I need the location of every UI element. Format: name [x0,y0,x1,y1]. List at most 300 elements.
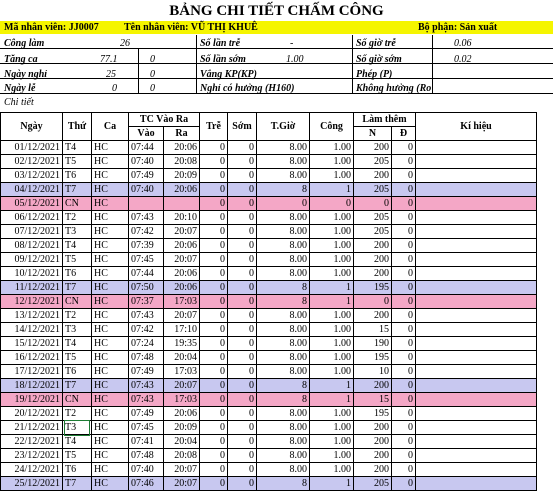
cell-thu[interactable]: T2 [63,211,92,225]
cell-n[interactable]: 205 [354,211,392,225]
col-tre[interactable]: Trễ [200,113,228,141]
cell-ngay[interactable]: 25/12/2021 [1,477,63,491]
col-ki-hieu[interactable]: Kí hiệu [416,113,537,141]
cell-ca[interactable]: HC [92,225,129,239]
cell-n[interactable]: 200 [354,435,392,449]
cell-d[interactable]: 0 [392,211,416,225]
cell-som[interactable]: 0 [228,295,257,309]
cell-ca[interactable]: HC [92,267,129,281]
cell-kh[interactable] [416,449,537,463]
col-thu[interactable]: Thứ [63,113,92,141]
cell-ca[interactable]: HC [92,351,129,365]
cell-n[interactable]: 15 [354,393,392,407]
cell-som[interactable]: 0 [228,197,257,211]
cell-cong[interactable]: 1.00 [310,253,354,267]
cell-cong[interactable]: 1.00 [310,239,354,253]
cell-thu[interactable]: T4 [63,141,92,155]
cell-som[interactable]: 0 [228,393,257,407]
cell-thu[interactable]: T4 [63,337,92,351]
cell-tgio[interactable]: 8.00 [257,337,310,351]
cell-vao[interactable]: 07:37 [129,295,164,309]
cell-n[interactable]: 205 [354,155,392,169]
cell-ra[interactable]: 20:07 [164,463,200,477]
cell-ca[interactable]: HC [92,281,129,295]
cell-tgio[interactable]: 8.00 [257,155,310,169]
cell-som[interactable]: 0 [228,141,257,155]
cell-thu[interactable]: T3 [63,323,92,337]
cell-tgio[interactable]: 8.00 [257,141,310,155]
cell-cong[interactable]: 1 [310,183,354,197]
col-cong[interactable]: Công [310,113,354,141]
cell-vao[interactable]: 07:49 [129,169,164,183]
cell-kh[interactable] [416,477,537,491]
cell-n[interactable]: 205 [354,183,392,197]
cell-ngay[interactable]: 20/12/2021 [1,407,63,421]
cell-ra[interactable] [164,197,200,211]
cell-som[interactable]: 0 [228,463,257,477]
cell-d[interactable]: 0 [392,281,416,295]
cell-ngay[interactable]: 06/12/2021 [1,211,63,225]
cell-ca[interactable]: HC [92,463,129,477]
so-lan-tre-value[interactable]: - [290,38,294,49]
cell-vao[interactable]: 07:44 [129,141,164,155]
cell-tgio[interactable]: 8 [257,393,310,407]
cell-ra[interactable]: 20:08 [164,449,200,463]
cell-tre[interactable]: 0 [200,281,228,295]
cell-ca[interactable]: HC [92,337,129,351]
cell-n[interactable]: 195 [354,351,392,365]
cell-n[interactable]: 200 [354,309,392,323]
cell-kh[interactable] [416,393,537,407]
so-lan-som-value[interactable]: 1.00 [286,54,304,65]
cell-ngay[interactable]: 21/12/2021 [1,421,63,435]
cell-ca[interactable]: HC [92,421,129,435]
cell-kh[interactable] [416,421,537,435]
cell-tgio[interactable]: 8 [257,183,310,197]
cell-d[interactable]: 0 [392,141,416,155]
cell-som[interactable]: 0 [228,365,257,379]
cell-ca[interactable]: HC [92,435,129,449]
cell-n[interactable]: 0 [354,197,392,211]
cell-tre[interactable]: 0 [200,169,228,183]
cell-d[interactable]: 0 [392,197,416,211]
cell-cong[interactable]: 1 [310,477,354,491]
cell-n[interactable]: 195 [354,281,392,295]
cell-tgio[interactable]: 8.00 [257,463,310,477]
cell-kh[interactable] [416,141,537,155]
tang-ca-value2[interactable]: 0 [150,54,155,65]
cell-ca[interactable]: HC [92,393,129,407]
cell-som[interactable]: 0 [228,239,257,253]
cell-tre[interactable]: 0 [200,225,228,239]
cell-cong[interactable]: 1.00 [310,463,354,477]
cell-som[interactable]: 0 [228,421,257,435]
cell-som[interactable]: 0 [228,435,257,449]
cell-n[interactable]: 200 [354,169,392,183]
cell-ngay[interactable]: 16/12/2021 [1,351,63,365]
cell-ra[interactable]: 20:06 [164,141,200,155]
so-gio-tre-value[interactable]: 0.06 [454,38,472,49]
cell-tre[interactable]: 0 [200,239,228,253]
cell-ca[interactable]: HC [92,449,129,463]
selected-cell[interactable] [64,420,90,436]
cell-kh[interactable] [416,169,537,183]
cell-d[interactable]: 0 [392,351,416,365]
cell-som[interactable]: 0 [228,281,257,295]
cell-kh[interactable] [416,323,537,337]
so-gio-som-value[interactable]: 0.02 [454,54,472,65]
employee-name[interactable]: Tên nhân viên: VŨ THỊ KHUÊ [124,22,258,33]
cell-n[interactable]: 200 [354,463,392,477]
cell-ca[interactable]: HC [92,211,129,225]
cell-thu[interactable]: T2 [63,407,92,421]
cell-ra[interactable]: 20:06 [164,281,200,295]
cell-kh[interactable] [416,351,537,365]
cell-n[interactable]: 200 [354,239,392,253]
cell-tre[interactable]: 0 [200,477,228,491]
cell-som[interactable]: 0 [228,379,257,393]
cell-ca[interactable]: HC [92,407,129,421]
cell-vao[interactable]: 07:43 [129,379,164,393]
cell-d[interactable]: 0 [392,183,416,197]
cell-ra[interactable]: 17:03 [164,295,200,309]
cell-ra[interactable]: 20:08 [164,155,200,169]
cell-d[interactable]: 0 [392,309,416,323]
cell-tgio[interactable]: 8.00 [257,239,310,253]
cell-kh[interactable] [416,211,537,225]
cell-n[interactable]: 0 [354,295,392,309]
cell-n[interactable]: 15 [354,323,392,337]
cell-som[interactable]: 0 [228,155,257,169]
cell-ngay[interactable]: 22/12/2021 [1,435,63,449]
cell-ngay[interactable]: 03/12/2021 [1,169,63,183]
cell-vao[interactable]: 07:43 [129,309,164,323]
cell-cong[interactable]: 1.00 [310,365,354,379]
cell-thu[interactable]: T7 [63,477,92,491]
col-ra[interactable]: Ra [164,127,200,141]
cell-ra[interactable]: 20:07 [164,477,200,491]
cell-d[interactable]: 0 [392,169,416,183]
cell-vao[interactable]: 07:40 [129,463,164,477]
cell-kh[interactable] [416,337,537,351]
department[interactable]: Bộ phận: Sản xuất [418,22,498,33]
cell-vao[interactable]: 07:45 [129,253,164,267]
cell-cong[interactable]: 1.00 [310,211,354,225]
cell-tre[interactable]: 0 [200,351,228,365]
cell-tre[interactable]: 0 [200,449,228,463]
cell-ra[interactable]: 20:07 [164,309,200,323]
cell-n[interactable]: 200 [354,449,392,463]
cell-kh[interactable] [416,225,537,239]
cell-ngay[interactable]: 18/12/2021 [1,379,63,393]
cell-thu[interactable]: T5 [63,449,92,463]
cell-tre[interactable]: 0 [200,435,228,449]
cell-ngay[interactable]: 02/12/2021 [1,155,63,169]
cell-d[interactable]: 0 [392,421,416,435]
cell-vao[interactable]: 07:41 [129,435,164,449]
cell-d[interactable]: 0 [392,379,416,393]
cell-ra[interactable]: 17:03 [164,365,200,379]
cell-kh[interactable] [416,183,537,197]
cell-d[interactable]: 0 [392,253,416,267]
cell-kh[interactable] [416,155,537,169]
cell-thu[interactable]: T3 [63,225,92,239]
employee-id[interactable]: Mã nhân viên: JJ0007 [4,22,99,33]
cell-ca[interactable]: HC [92,197,129,211]
cell-ra[interactable]: 20:09 [164,169,200,183]
cell-n[interactable]: 200 [354,253,392,267]
col-ca[interactable]: Ca [92,113,129,141]
cell-cong[interactable]: 1.00 [310,141,354,155]
cell-d[interactable]: 0 [392,267,416,281]
cell-tre[interactable]: 0 [200,267,228,281]
cell-ngay[interactable]: 23/12/2021 [1,449,63,463]
cell-vao[interactable]: 07:48 [129,351,164,365]
cell-tgio[interactable]: 8.00 [257,421,310,435]
cell-n[interactable]: 205 [354,477,392,491]
cell-ngay[interactable]: 08/12/2021 [1,239,63,253]
cell-thu[interactable]: T6 [63,463,92,477]
cell-tgio[interactable]: 8 [257,295,310,309]
cell-ra[interactable]: 19:35 [164,337,200,351]
cell-som[interactable]: 0 [228,211,257,225]
ngay-nghi-value1[interactable]: 25 [106,69,116,80]
cell-thu[interactable]: T7 [63,281,92,295]
cell-som[interactable]: 0 [228,169,257,183]
cell-tgio[interactable]: 8.00 [257,253,310,267]
cell-ngay[interactable]: 11/12/2021 [1,281,63,295]
cell-ra[interactable]: 20:07 [164,253,200,267]
cell-tre[interactable]: 0 [200,421,228,435]
cell-ra[interactable]: 20:04 [164,351,200,365]
cell-ngay[interactable]: 09/12/2021 [1,253,63,267]
cell-tgio[interactable]: 8.00 [257,309,310,323]
cell-tgio[interactable]: 8 [257,379,310,393]
cell-som[interactable]: 0 [228,253,257,267]
cell-ra[interactable]: 20:10 [164,211,200,225]
cell-ngay[interactable]: 13/12/2021 [1,309,63,323]
cell-ngay[interactable]: 01/12/2021 [1,141,63,155]
cell-d[interactable]: 0 [392,393,416,407]
cell-tre[interactable]: 0 [200,337,228,351]
cell-thu[interactable]: T5 [63,155,92,169]
cell-kh[interactable] [416,379,537,393]
cell-kh[interactable] [416,253,537,267]
cell-kh[interactable] [416,309,537,323]
cell-som[interactable]: 0 [228,477,257,491]
cell-ra[interactable]: 20:07 [164,225,200,239]
cell-thu[interactable]: T2 [63,309,92,323]
cell-thu[interactable]: T5 [63,351,92,365]
cell-som[interactable]: 0 [228,351,257,365]
cell-ngay[interactable]: 24/12/2021 [1,463,63,477]
cell-vao[interactable] [129,197,164,211]
cell-ra[interactable]: 20:04 [164,435,200,449]
cell-ca[interactable]: HC [92,183,129,197]
cell-cong[interactable]: 1.00 [310,267,354,281]
cell-tre[interactable]: 0 [200,323,228,337]
cell-tre[interactable]: 0 [200,463,228,477]
cell-cong[interactable]: 1.00 [310,351,354,365]
cell-vao[interactable]: 07:24 [129,337,164,351]
cell-ngay[interactable]: 17/12/2021 [1,365,63,379]
cell-vao[interactable]: 07:48 [129,449,164,463]
cell-cong[interactable]: 1 [310,379,354,393]
col-lam-them[interactable]: Làm thêm [354,113,416,127]
cell-thu[interactable]: T4 [63,239,92,253]
cell-cong[interactable]: 1 [310,281,354,295]
cell-kh[interactable] [416,295,537,309]
cell-ca[interactable]: HC [92,155,129,169]
cell-tre[interactable]: 0 [200,295,228,309]
cell-tgio[interactable]: 8 [257,477,310,491]
cell-ca[interactable]: HC [92,239,129,253]
cell-vao[interactable]: 07:40 [129,155,164,169]
cell-thu[interactable]: T7 [63,379,92,393]
cell-cong[interactable]: 1.00 [310,435,354,449]
cell-vao[interactable]: 07:39 [129,239,164,253]
col-ngay[interactable]: Ngày [1,113,63,141]
cell-vao[interactable]: 07:43 [129,211,164,225]
cell-tre[interactable]: 0 [200,155,228,169]
cell-n[interactable]: 200 [354,141,392,155]
cell-d[interactable]: 0 [392,295,416,309]
cell-thu[interactable]: T3 [63,421,92,435]
cell-ca[interactable]: HC [92,295,129,309]
cell-vao[interactable]: 07:46 [129,477,164,491]
cell-vao[interactable]: 07:50 [129,281,164,295]
cell-ra[interactable]: 20:07 [164,379,200,393]
cell-d[interactable]: 0 [392,407,416,421]
cell-tre[interactable]: 0 [200,365,228,379]
cell-ra[interactable]: 20:06 [164,183,200,197]
cell-n[interactable]: 200 [354,379,392,393]
cell-ngay[interactable]: 12/12/2021 [1,295,63,309]
cell-vao[interactable]: 07:42 [129,323,164,337]
cell-vao[interactable]: 07:40 [129,183,164,197]
cell-tgio[interactable]: 8.00 [257,449,310,463]
cell-ngay[interactable]: 15/12/2021 [1,337,63,351]
cell-d[interactable]: 0 [392,155,416,169]
cell-tre[interactable]: 0 [200,211,228,225]
ngay-le-value1[interactable]: 0 [112,83,117,94]
cell-tgio[interactable]: 8.00 [257,169,310,183]
cell-d[interactable]: 0 [392,323,416,337]
cell-ra[interactable]: 17:03 [164,393,200,407]
cell-ngay[interactable]: 19/12/2021 [1,393,63,407]
cell-tgio[interactable]: 8.00 [257,323,310,337]
cell-tre[interactable]: 0 [200,309,228,323]
cell-som[interactable]: 0 [228,309,257,323]
cell-kh[interactable] [416,463,537,477]
cell-thu[interactable]: T6 [63,267,92,281]
cell-thu[interactable]: CN [63,393,92,407]
cell-d[interactable]: 0 [392,365,416,379]
cell-kh[interactable] [416,435,537,449]
cell-ca[interactable]: HC [92,253,129,267]
cell-tgio[interactable]: 0 [257,197,310,211]
cell-ngay[interactable]: 05/12/2021 [1,197,63,211]
ngay-nghi-value2[interactable]: 0 [150,69,155,80]
cell-tgio[interactable]: 8.00 [257,267,310,281]
cell-cong[interactable]: 1.00 [310,337,354,351]
cell-cong[interactable]: 1 [310,295,354,309]
cell-vao[interactable]: 07:43 [129,393,164,407]
cell-kh[interactable] [416,197,537,211]
cell-kh[interactable] [416,281,537,295]
col-n[interactable]: N [354,127,392,141]
cell-n[interactable]: 195 [354,407,392,421]
cell-tgio[interactable]: 8.00 [257,211,310,225]
cell-n[interactable]: 10 [354,365,392,379]
cell-ca[interactable]: HC [92,323,129,337]
cell-cong[interactable]: 1.00 [310,421,354,435]
cell-tre[interactable]: 0 [200,393,228,407]
cell-tre[interactable]: 0 [200,141,228,155]
cell-cong[interactable]: 1.00 [310,309,354,323]
cell-d[interactable]: 0 [392,449,416,463]
cell-tre[interactable]: 0 [200,197,228,211]
cell-som[interactable]: 0 [228,267,257,281]
cell-cong[interactable]: 1.00 [310,323,354,337]
cell-tre[interactable]: 0 [200,183,228,197]
cell-tre[interactable]: 0 [200,407,228,421]
cell-thu[interactable]: T7 [63,183,92,197]
cell-tgio[interactable]: 8.00 [257,407,310,421]
cell-tgio[interactable]: 8.00 [257,351,310,365]
cell-som[interactable]: 0 [228,183,257,197]
cell-som[interactable]: 0 [228,323,257,337]
col-som[interactable]: Sớm [228,113,257,141]
cell-thu[interactable]: T4 [63,435,92,449]
cell-cong[interactable]: 1.00 [310,155,354,169]
cell-n[interactable]: 200 [354,267,392,281]
cell-thu[interactable]: CN [63,197,92,211]
tang-ca-value1[interactable]: 77.1 [100,54,118,65]
cell-ra[interactable]: 20:06 [164,267,200,281]
cell-ngay[interactable]: 04/12/2021 [1,183,63,197]
cell-thu[interactable]: T6 [63,169,92,183]
cong-lam-value[interactable]: 26 [120,38,130,49]
cell-ra[interactable]: 20:06 [164,239,200,253]
cell-kh[interactable] [416,239,537,253]
cell-thu[interactable]: T5 [63,253,92,267]
cell-ra[interactable]: 17:10 [164,323,200,337]
cell-vao[interactable]: 07:49 [129,407,164,421]
cell-cong[interactable]: 1.00 [310,225,354,239]
cell-som[interactable]: 0 [228,225,257,239]
cell-cong[interactable]: 1 [310,393,354,407]
cell-thu[interactable]: CN [63,295,92,309]
cell-d[interactable]: 0 [392,477,416,491]
cell-ngay[interactable]: 14/12/2021 [1,323,63,337]
cell-ca[interactable]: HC [92,379,129,393]
cell-cong[interactable]: 1.00 [310,407,354,421]
cell-vao[interactable]: 07:49 [129,365,164,379]
cell-kh[interactable] [416,407,537,421]
col-vao[interactable]: Vào [129,127,164,141]
cell-cong[interactable]: 1.00 [310,449,354,463]
cell-ra[interactable]: 20:06 [164,407,200,421]
cell-kh[interactable] [416,365,537,379]
cell-ca[interactable]: HC [92,365,129,379]
cell-n[interactable]: 205 [354,225,392,239]
col-tgio[interactable]: T.Giờ [257,113,310,141]
cell-d[interactable]: 0 [392,463,416,477]
cell-cong[interactable]: 1.00 [310,169,354,183]
cell-tgio[interactable]: 8.00 [257,225,310,239]
cell-som[interactable]: 0 [228,449,257,463]
